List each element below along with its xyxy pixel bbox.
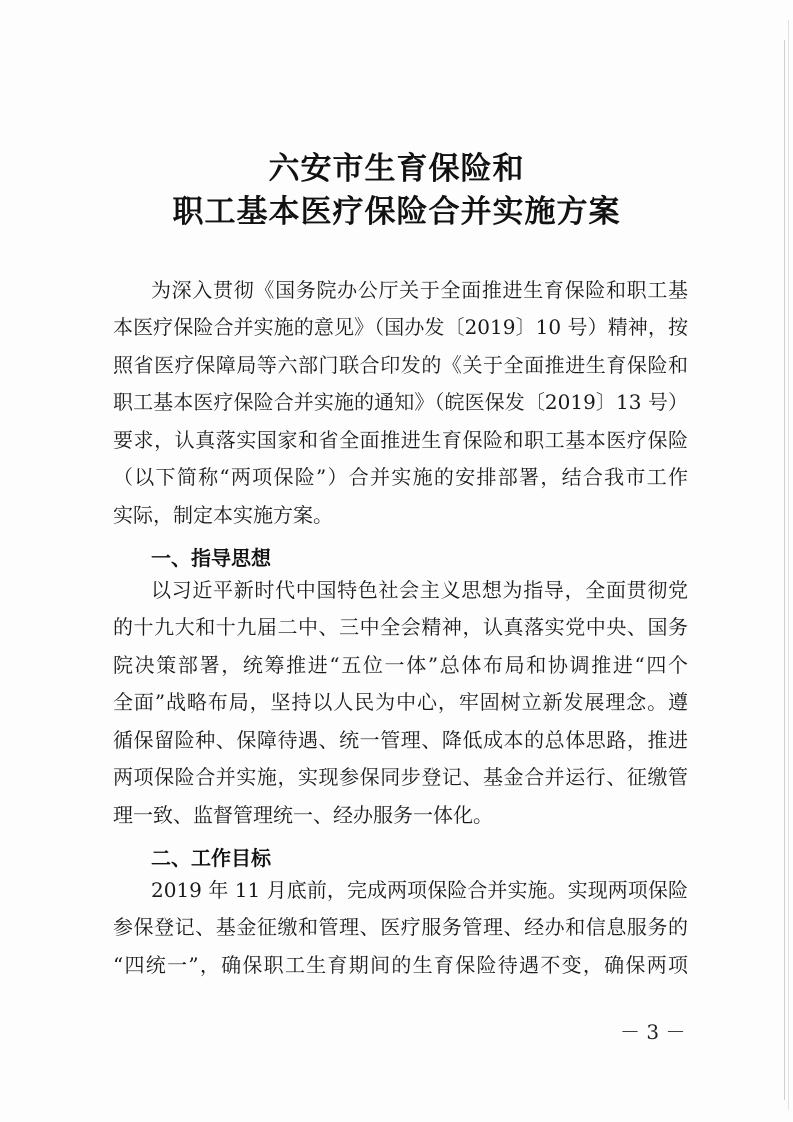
section-2-line-3: “四统一”，确保职工生育期间的生育保险待遇不变，确保两项 xyxy=(113,953,688,977)
intro-line-5: 要求，认真落实国家和省全面推进生育保险和职工基本医疗保险 xyxy=(113,428,688,452)
intro-line-2: 本医疗保险合并实施的意见》（国办发〔2019〕10 号）精神，按 xyxy=(113,315,688,339)
intro-line-4: 职工基本医疗保险合并实施的通知》（皖医保发〔2019〕13 号） xyxy=(113,390,688,414)
section-1-line-4: 全面”战略布局，坚持以人民为中心，牢固树立新发展理念。遵 xyxy=(113,690,688,714)
page-number: － 3 － xyxy=(620,1020,686,1044)
intro-line-1: 为深入贯彻《国务院办公厅关于全面推进生育保险和职工基 xyxy=(151,278,688,302)
section-1-line-1: 以习近平新时代中国特色社会主义思想为指导，全面贯彻党 xyxy=(151,578,688,602)
section-1-line-5: 循保留险种、保障待遇、统一管理、降低成本的总体思路，推进 xyxy=(113,728,688,752)
section-1-heading: 一、指导思想 xyxy=(151,546,271,570)
document-title-line-2: 职工基本医疗保险合并实施方案 xyxy=(172,194,621,230)
intro-line-3: 照省医疗保障局等六部门联合印发的《关于全面推进生育保险和 xyxy=(113,353,688,377)
intro-line-6: （以下简称“两项保险”）合并实施的安排部署，结合我市工作 xyxy=(113,465,688,489)
section-1-line-7: 理一致、监督管理统一、经办服务一体化。 xyxy=(113,803,493,827)
intro-line-7: 实际，制定本实施方案。 xyxy=(113,503,333,527)
section-2-line-2: 参保登记、基金征缴和管理、医疗服务管理、经办和信息服务的 xyxy=(113,915,688,939)
section-1-line-2: 的十九大和十九届二中、三中全会精神，认真落实党中央、国务 xyxy=(113,615,688,639)
section-1-line-3: 院决策部署，统筹推进“五位一体”总体布局和协调推进“四个 xyxy=(113,653,688,677)
document-title-line-1: 六安市生育保险和 xyxy=(268,151,525,187)
section-2-line-1: 2019 年 11 月底前，完成两项保险合并实施。实现两项保险 xyxy=(151,878,688,902)
section-1-line-6: 两项保险合并实施，实现参保同步登记、基金合并运行、征缴管 xyxy=(113,765,688,789)
section-2-heading: 二、工作目标 xyxy=(151,846,271,870)
